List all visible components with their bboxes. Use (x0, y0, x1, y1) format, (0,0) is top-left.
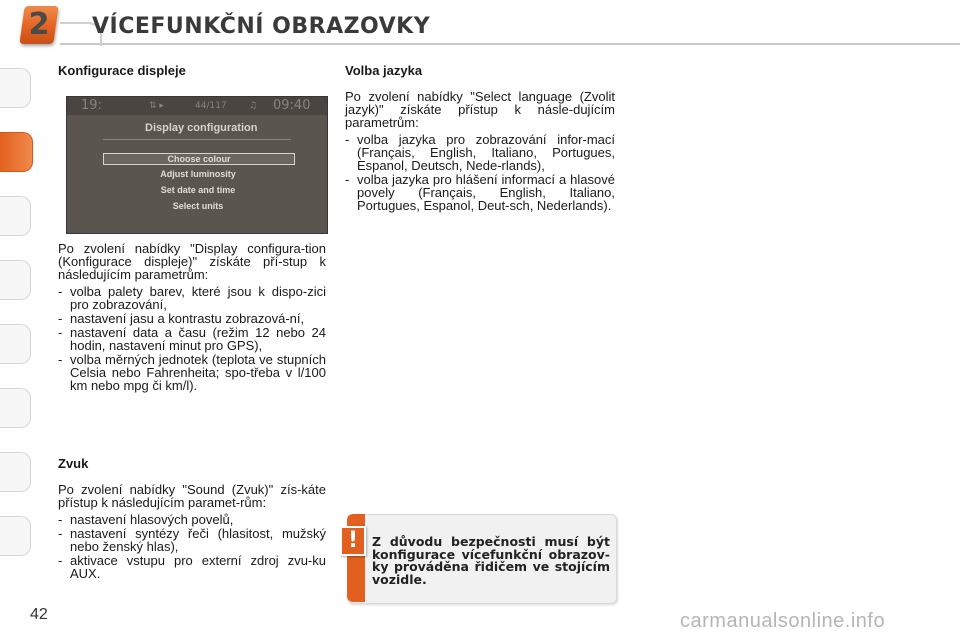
safety-warning-text: Z důvodu bezpečnosti musí být konfigurace vícefunkční obrazov-ky prováděna řidičem ve stojícím vozidle. (372, 534, 610, 587)
list-item: - volba jazyka pro hlášení informací a hlasové povely (Français, English, Italiano, Portugues, Espanol, Deut-sch, Nederlands). (345, 173, 615, 212)
page-number: 42 (30, 606, 48, 623)
chapter-number: 2 (28, 7, 50, 42)
screen-menu-item: Select units (172, 201, 224, 211)
list-item: - nastavení syntézy řeči (hlasitost, mužský nebo ženský hlas), (58, 527, 326, 553)
screen-status-bar (67, 97, 327, 115)
screen-status-icon-2: ♫ (249, 101, 258, 111)
display-screenshot (66, 96, 328, 234)
chapter-tab-1[interactable] (0, 68, 31, 108)
screen-menu-item: Set date and time (160, 185, 236, 195)
screen-menu-item: Adjust luminosity (160, 169, 236, 179)
list-item: - nastavení jasu a kontrastu zobrazová-ní, (58, 312, 326, 325)
chapter-tab-5[interactable] (0, 324, 31, 364)
list-item: - volba měrných jednotek (teplota ve stupních Celsia nebo Fahrenheita; spo-třeba v l/100 km nebo mpg či km/l). (58, 353, 326, 392)
section-heading-sound: Zvuk (58, 456, 89, 471)
sound-intro: Po zvolení nabídky "Sound (Zvuk)" zís-káte přístup k následujícím paramet-rům: (58, 482, 326, 510)
display-config-list (58, 285, 326, 392)
screen-status-icon: ⇅ ▸ (149, 101, 164, 111)
header-divider (60, 43, 960, 45)
list-item: - volba palety barev, které jsou k dispo-zici pro zobrazování, (58, 285, 326, 311)
watermark: carmanualsonline.info (680, 610, 886, 632)
list-item: - nastavení data a času (režim 12 nebo 24 hodin, nastavení minut pro GPS), (58, 326, 326, 352)
screen-menu-title: Display configuration (145, 122, 258, 134)
screen-status-left: 19: (81, 98, 102, 113)
list-item: - nastavení hlasových povelů, (58, 513, 326, 526)
page-title: VÍCEFUNKČNÍ OBRAZOVKY (92, 14, 431, 39)
screen-menu-item: Choose colour (103, 153, 295, 165)
sound-list (58, 513, 326, 580)
screen-status-mid: 44/117 (195, 101, 227, 111)
chapter-tab-7[interactable] (0, 452, 31, 492)
display-config-intro: Po zvolení nabídky "Display configura-tion (Konfigurace displeje)" získáte pří-stup k následujícím parametrům: (58, 241, 326, 282)
list-item: - volba jazyka pro zobrazování infor-mací (Français, English, Italiano, Portugues, Espanol, Deutsch, Nede-rlands), (345, 133, 615, 172)
language-body (345, 90, 615, 213)
screen-status-time: 09:40 (273, 98, 311, 113)
chapter-tab-2-active[interactable] (0, 132, 33, 172)
chapter-tab-4[interactable] (0, 260, 31, 300)
display-config-body (58, 242, 326, 393)
screen-separator (103, 139, 291, 140)
chapter-tabs (0, 62, 34, 582)
section-heading-display-config: Konfigurace displeje (58, 63, 186, 78)
chapter-tab-8[interactable] (0, 516, 31, 556)
exclamation-icon: ! (340, 526, 366, 556)
chapter-tab-3[interactable] (0, 196, 31, 236)
chapter-tab-6[interactable] (0, 388, 31, 428)
language-list (345, 133, 615, 212)
list-item: - aktivace vstupu pro externí zdroj zvu-ku AUX. (58, 554, 326, 580)
section-heading-language: Volba jazyka (345, 63, 423, 78)
language-intro: Po zvolení nabídky "Select language (Zvolit jazyk)" získáte přístup k násle-dujícím parametrům: (345, 89, 615, 130)
sound-body (58, 483, 326, 581)
